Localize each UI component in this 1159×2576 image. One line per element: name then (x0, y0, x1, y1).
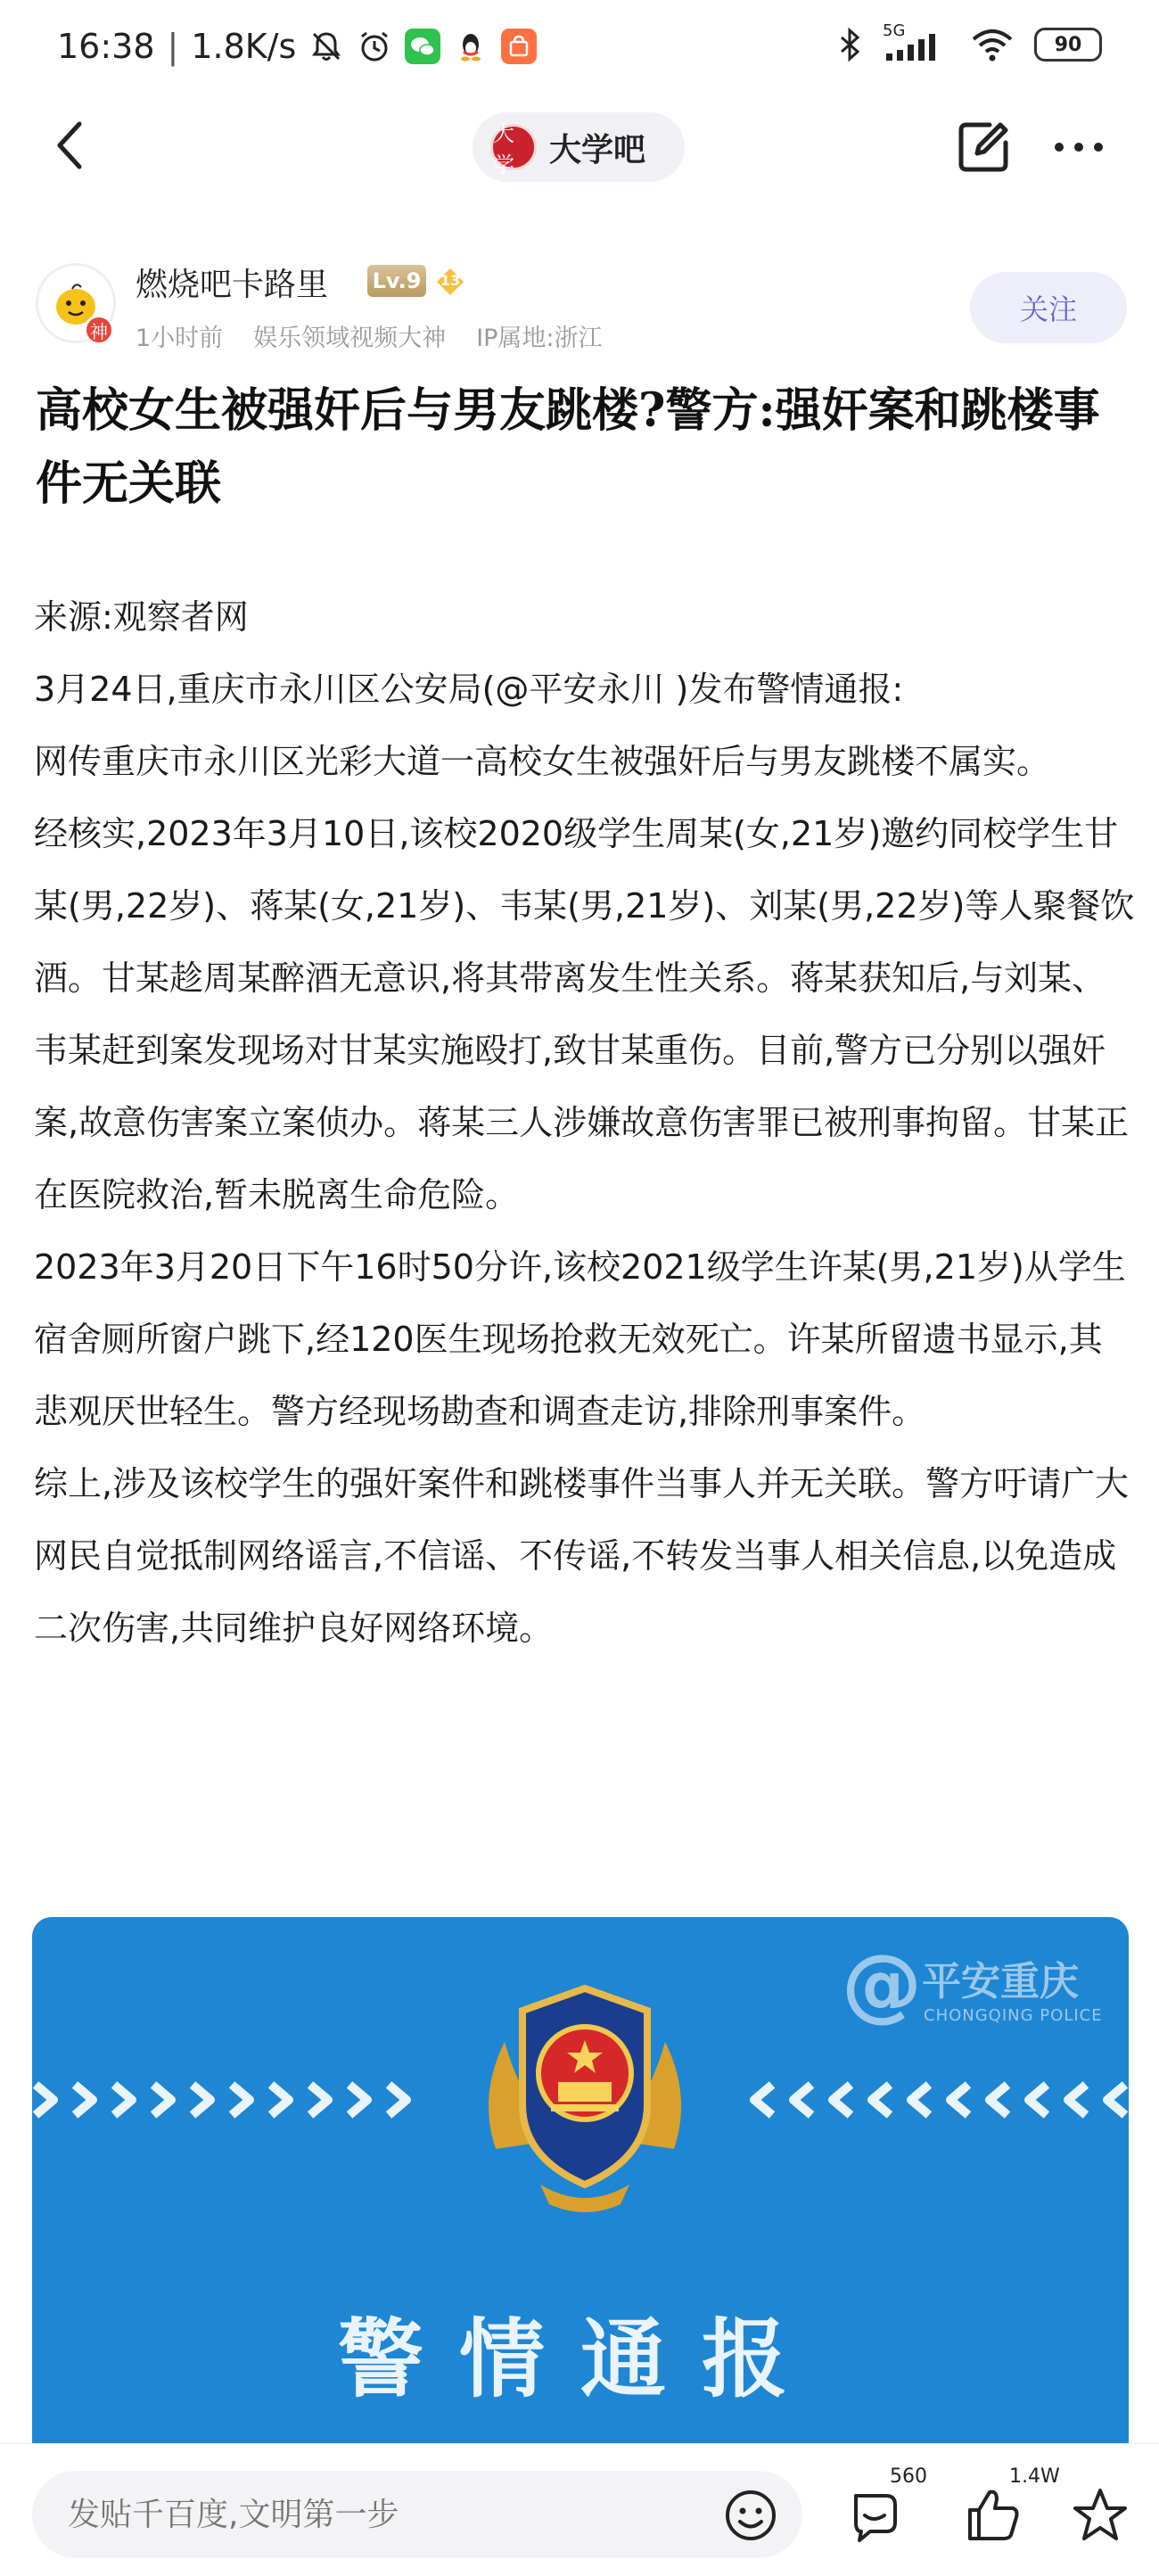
comment-icon (845, 2483, 909, 2547)
fan-level-badge (435, 267, 465, 297)
author-tag: 娱乐领域视频大神 (253, 325, 447, 352)
watermark-logo (842, 1940, 1109, 2038)
signal-indicator (883, 21, 950, 62)
top-nav (0, 98, 1159, 196)
emoji-icon (722, 2487, 779, 2544)
status-divider: | (167, 27, 179, 66)
level-badge: Lv.9 (367, 265, 426, 297)
ip-location: IP属地:浙江 (476, 325, 603, 352)
more-dot (1055, 143, 1064, 152)
more-button[interactable] (1043, 118, 1114, 177)
watermark-en: CHONGQING POLICE (924, 2006, 1103, 2025)
chevrons-left-icon (32, 2069, 424, 2131)
status-bar (0, 0, 1159, 98)
wechat-icon (405, 29, 440, 64)
forum-name: 大学吧 (549, 131, 646, 169)
wifi-icon (970, 27, 1015, 62)
comment-button[interactable] (845, 2483, 909, 2547)
fan-level-number: 13 (440, 272, 461, 289)
police-emblem-icon (469, 1971, 701, 2229)
status-time: 16:38 (57, 27, 155, 66)
edit-button[interactable] (954, 118, 1013, 177)
like-count: 1.4W (1009, 2465, 1060, 2488)
post-paragraph: 2023年3月20日下午16时50分许,该校2021级学生许某(男,21岁)从学生宿舍厕所窗户跳下,经120医生现场抢救无效死亡。许某所留遗书显示,其悲观厌世轻生。警方经现场勘查和调查走访,排除刑事案件。 (34, 1247, 1126, 1431)
more-dot (1074, 143, 1083, 152)
status-right (836, 21, 1102, 62)
favorite-button[interactable] (1068, 2483, 1132, 2547)
star-icon (1068, 2483, 1132, 2547)
more-dot (1094, 143, 1103, 152)
bottom-bar (0, 2443, 1159, 2576)
post-paragraph: 来源:观察者网 (34, 597, 249, 637)
mute-bell-icon (308, 29, 344, 64)
chevron-left-icon (53, 119, 88, 172)
emoji-button[interactable] (722, 2487, 779, 2544)
notice-title: 警情通报 (338, 2309, 823, 2409)
shopping-app-icon (501, 29, 537, 64)
post-paragraph: 3月24日,重庆市永川区公安局(@平安永川 )发布警情通报: (34, 670, 904, 709)
post-image[interactable] (32, 1917, 1129, 2443)
status-left (57, 27, 537, 66)
alarm-clock-icon (357, 29, 392, 64)
comment-input[interactable] (32, 2471, 802, 2558)
signal-bars-icon (883, 27, 950, 62)
like-button[interactable] (961, 2483, 1025, 2547)
post-paragraph: 网传重庆市永川区光彩大道一高校女生被强奸后与男友跳楼不属实。 (34, 742, 1051, 781)
status-speed: 1.8K/s (191, 27, 297, 66)
qq-icon (453, 29, 489, 64)
avatar-badge: 神 (84, 315, 114, 345)
author-name[interactable]: 燃烧吧卡路里 (136, 267, 329, 303)
post-time: 1小时前 (136, 325, 224, 352)
network-type: 5G (883, 21, 906, 40)
edit-icon (954, 118, 1013, 177)
post-paragraph: 综上,涉及该校学生的强奸案件和跳楼事件当事人并无关联。警方吁请广大网民自觉抵制网络谣言,不信谣、不传谣,不转发当事人相关信息,以免造成二次伤害,共同维护良好网络环境。 (34, 1464, 1130, 1648)
chevrons-right-icon (736, 2069, 1129, 2131)
at-icon: @ (842, 1938, 922, 2031)
post-title: 高校女生被强奸后与男友跳楼?警方:强奸案和跳楼事件无关联 (36, 383, 1100, 511)
author-meta (136, 318, 633, 353)
forum-pill[interactable] (473, 112, 685, 182)
watermark-cn: 平安重庆 (922, 1959, 1079, 2004)
thumbs-up-icon (961, 2483, 1025, 2547)
author-row (0, 254, 1159, 361)
post-body (34, 581, 1135, 1665)
comment-count: 560 (890, 2465, 927, 2488)
post-paragraph: 经核实,2023年3月10日,该校2020级学生周某(女,21岁)邀约同校学生甘某(男,22岁)、蒋某(女,21岁)、韦某(男,21岁)、刘某(男,22岁)等人聚餐饮酒。甘某趁周某醉酒无意识,将其带离发生性关系。蒋某获知后,与刘某、韦某赶到案发现场对甘某实施殴打,致甘某重伤。目前,警方已分别以强奸案,故意伤害案立案侦办。蒋某三人涉嫌故意伤害罪已被刑事拘留。甘某正在医院救治,暂未脱离生命危险。 (34, 814, 1135, 1214)
bluetooth-icon (836, 27, 863, 62)
follow-button[interactable]: 关注 (970, 272, 1127, 343)
battery-indicator: 90 (1034, 28, 1102, 62)
forum-logo: 大学 (490, 124, 537, 170)
back-button[interactable] (39, 114, 102, 177)
